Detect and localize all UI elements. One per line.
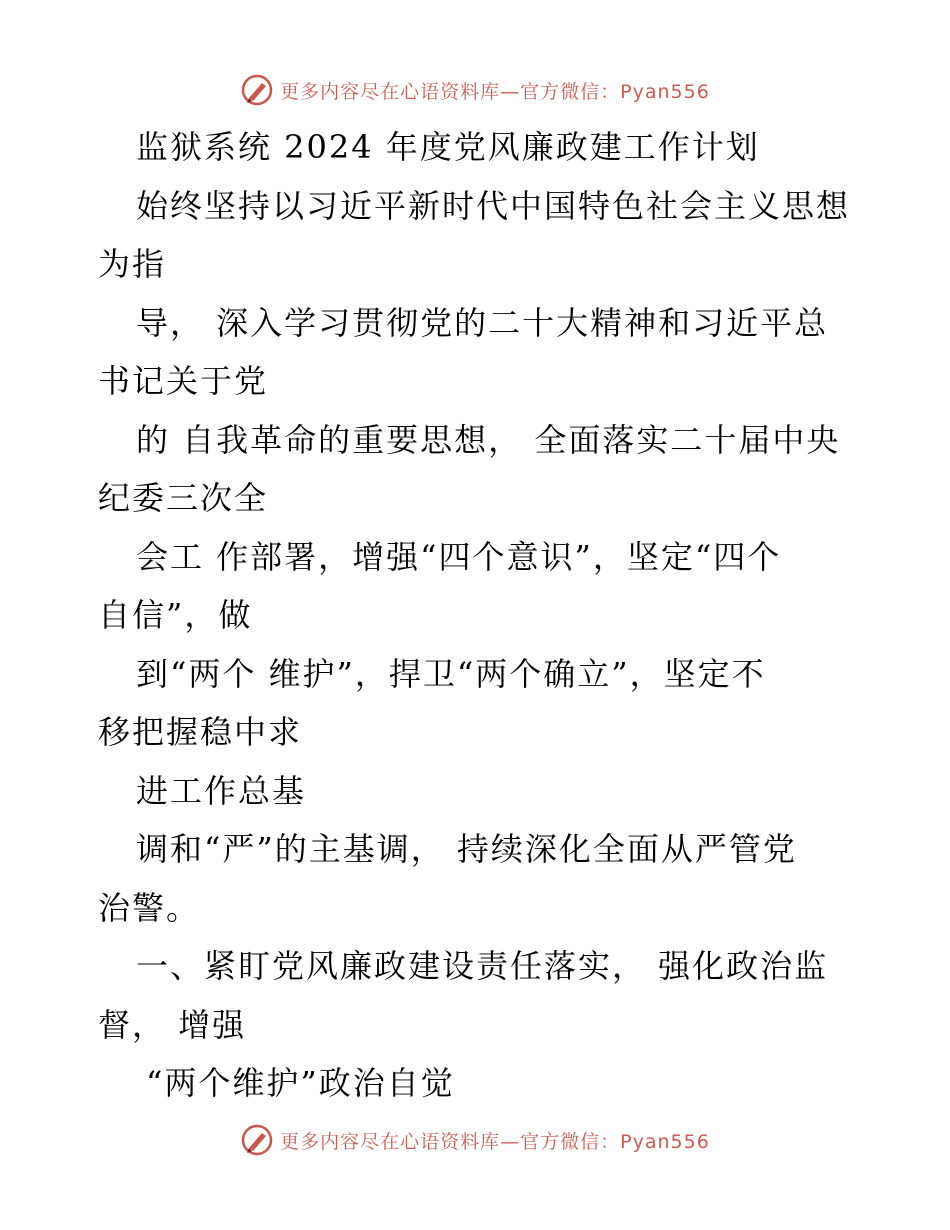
text-line: 始终坚持以习近平新时代中国特色社会主义思想 <box>136 186 851 225</box>
text-line: 自信”，做 <box>98 596 253 634</box>
text-line: 的 自我革命的重要思想， 全面落实二十届中央 <box>136 420 841 459</box>
watermark-header <box>0 70 950 110</box>
document-body <box>98 118 868 1113</box>
text-line: 督， 增强 <box>98 1005 247 1044</box>
text-line: 纪委三次全 <box>98 479 269 517</box>
text-line: 导， 深入学习贯彻党的二十大精神和习近平总 <box>136 303 829 342</box>
section-heading: 一、紧盯党风廉政建设责任落实， 强化政治监 <box>136 947 829 985</box>
text-line: 书记关于党 <box>98 362 269 400</box>
pen-logo-icon <box>240 73 274 107</box>
watermark-text: 更多内容尽在心语资料库—官方微信：Pyan556 <box>280 1130 710 1153</box>
watermark-footer <box>0 1120 950 1160</box>
text-line: 治警。 <box>98 888 201 927</box>
text-line: “两个维护”政治自觉 <box>146 1064 455 1102</box>
text-line: 为指 <box>98 245 167 283</box>
text-line: 调和“严”的主基调， 持续深化全面从严管党 <box>136 830 797 868</box>
pen-logo-icon <box>240 1123 274 1157</box>
text-line: 到“两个 维护”，捍卫“两个确立”，坚定不 <box>136 654 766 693</box>
text-line: 移把握稳中求 <box>98 713 303 751</box>
watermark-text: 更多内容尽在心语资料库—官方微信：Pyan556 <box>280 80 710 103</box>
text-line: 会工 作部署，增强“四个意识”，坚定“四个 <box>136 537 782 576</box>
document-title: 监狱系统 2024 年度党风廉政建工作计划 <box>136 128 760 166</box>
text-line: 进工作总基 <box>136 771 307 810</box>
